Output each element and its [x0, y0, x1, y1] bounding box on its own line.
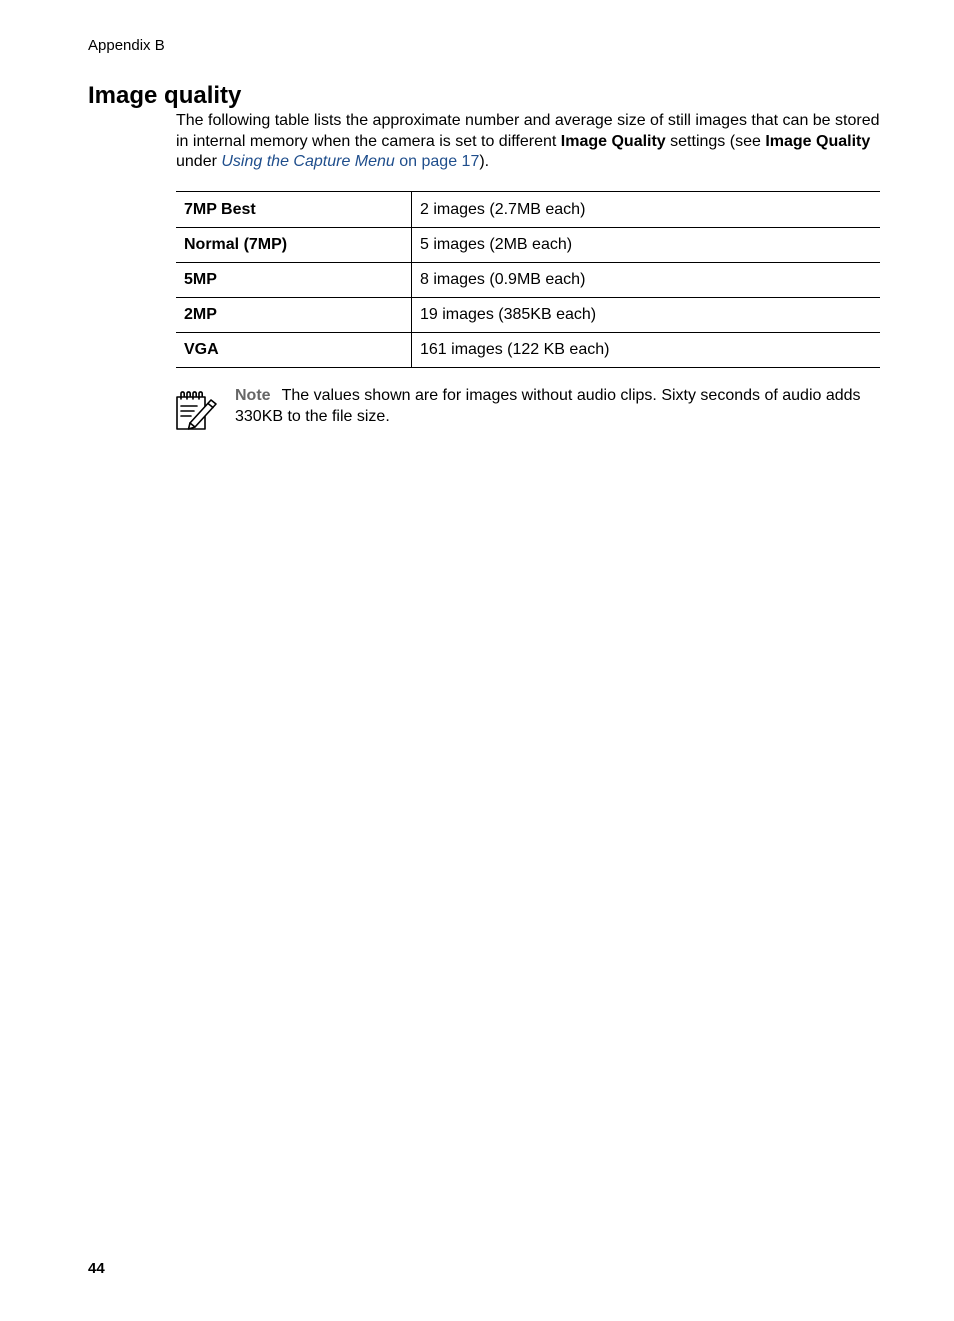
page-number: 44	[88, 1260, 105, 1277]
capture-menu-link-page: on page 17	[394, 153, 480, 170]
capacity-cell: 2 images (2.7MB each)	[412, 192, 881, 228]
capacity-cell: 19 images (385KB each)	[412, 298, 881, 333]
intro-paragraph	[176, 111, 888, 173]
intro-bold-image-quality-ref: Image Quality	[765, 132, 871, 150]
running-header: Appendix B	[88, 37, 165, 54]
table-row	[176, 192, 880, 228]
note-body: The values shown are for images without audio clips. Sixty seconds of audio adds 330KB to the file size.	[235, 387, 861, 425]
intro-text-2: settings (see	[665, 132, 766, 150]
setting-cell: 2MP	[176, 298, 412, 333]
table-row	[176, 228, 880, 263]
capture-menu-link[interactable]	[221, 153, 479, 170]
note-paragraph	[235, 386, 885, 427]
setting-cell: 7MP Best	[176, 192, 412, 228]
capacity-cell: 8 images (0.9MB each)	[412, 263, 881, 298]
intro-text-4: ).	[479, 153, 490, 170]
note-label: Note	[235, 387, 271, 404]
capacity-cell: 161 images (122 KB each)	[412, 333, 881, 368]
table-row	[176, 298, 880, 333]
setting-cell: Normal (7MP)	[176, 228, 412, 263]
capture-menu-link-title: Using the Capture Menu	[221, 153, 395, 170]
setting-cell: VGA	[176, 333, 412, 368]
capacity-cell: 5 images (2MB each)	[412, 228, 881, 263]
intro-bold-image-quality: Image Quality	[560, 132, 666, 150]
note-pad-pencil-icon	[175, 390, 219, 432]
table-row	[176, 263, 880, 298]
image-quality-table	[176, 191, 880, 368]
table-row	[176, 333, 880, 368]
setting-cell: 5MP	[176, 263, 412, 298]
intro-text-3: under	[176, 153, 222, 170]
section-title: Image quality	[88, 82, 242, 109]
intro-text-1: The following table lists the approximate number and average size of still images that can be stored in internal memory when the camera is set to different	[176, 112, 880, 150]
